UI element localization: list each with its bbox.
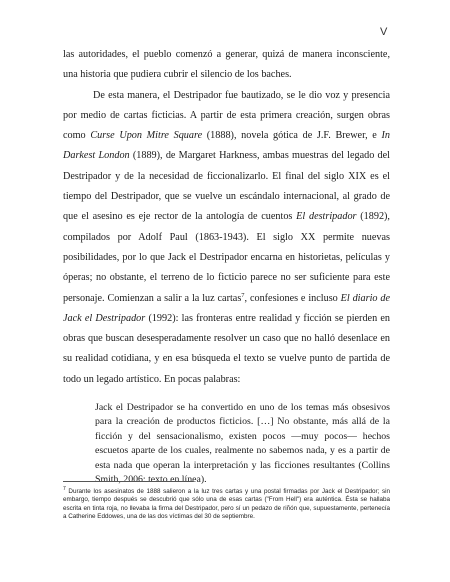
footnote-text: Durante los asesinatos de 1888 salieron a la luz tres cartas y una postal firmadas por Jack el Destripador; sin embargo, tiempo después se descubrió que sólo una de esas cartas ("From Hell") era auténtica. Ésta se hallaba escrita en tinta roja, no llevaba la firma del Destripador, pero sí un pedazo de riñón que, supuestamente, pertenecía a Catherine Eddowes, una de las dos víctimas del 30 de septiembre.	[63, 488, 390, 520]
paragraph-text: (1888), novela gótica de J.F. Brewer, e	[202, 130, 382, 142]
block-quote: Jack el Destripador se ha convertido en uno de los temas más obsesivos para la creación de productos ficticios. […] No obstante, más allá de la ficción y del sensacionalismo, existen pocos —muy pocos— hechos escuetos aparte de los cuales, realmente no sabemos nada, y es a partir de esta nada que operan la interpretación y las ficciones resultantes (Collins Smith, 2006: texto en línea).	[95, 402, 390, 486]
paragraph-text: (1892), compilados por Adolf Paul (1863-1943). El siglo XX permite nuevas posibilidades, por lo que Jack el Destripador encarna en historietas, películas y óperas; no obstante, el terreno de lo ficticio parece no ser suficiente para este personaje. Comienzan a salir a la luz cartas	[63, 211, 390, 304]
footnote-number: 7	[63, 486, 66, 492]
paragraph-main	[63, 86, 390, 390]
paragraph-line: una historia que pudiera cubrir el silencio de los baches.	[63, 69, 292, 81]
body-text	[63, 45, 390, 390]
book-title: Curse Upon Mitre Square	[90, 130, 203, 142]
paragraph-text: (1992): las fronteras entre realidad y ficción se pierden en obras que buscan desesperadamente resolver un caso que no halló desenlace en su realidad cotidiana, y en esa búsqueda el texto se vuelve punto de partida de todo un legado artístico. En pocas palabras:	[63, 312, 390, 385]
paragraph-text: , confesiones e incluso	[244, 292, 341, 304]
footnote-reference[interactable]: 7	[241, 291, 245, 299]
footnote	[63, 488, 390, 521]
book-title: El destripador	[296, 211, 357, 223]
paragraph-text: De esta manera, el Destripador fue bautizado, se le dio voz y presencia por medio de cartas ficticias. A partir de esta primera creación, surgen obras como	[63, 89, 390, 142]
paragraph-continuation	[63, 45, 390, 86]
page-number: V	[380, 26, 388, 38]
book-title: El diario de Jack el Destripador	[63, 292, 390, 324]
book-title: In Darkest London	[63, 130, 391, 162]
paragraph-line: las autoridades, el pueblo comenzó a generar, quizá de manera inconsciente,	[63, 49, 390, 60]
footnote-divider	[63, 481, 193, 482]
paragraph-text: (1889), de Margaret Harkness, ambas muestras del legado del Destripador y de la necesidad de ficcionalizarlo. El final del siglo XIX es el tiempo del Destripador, que se vuelve un escándalo internacional, al grado de que el asesino es eje rector de la antología de cuentos	[63, 150, 391, 223]
